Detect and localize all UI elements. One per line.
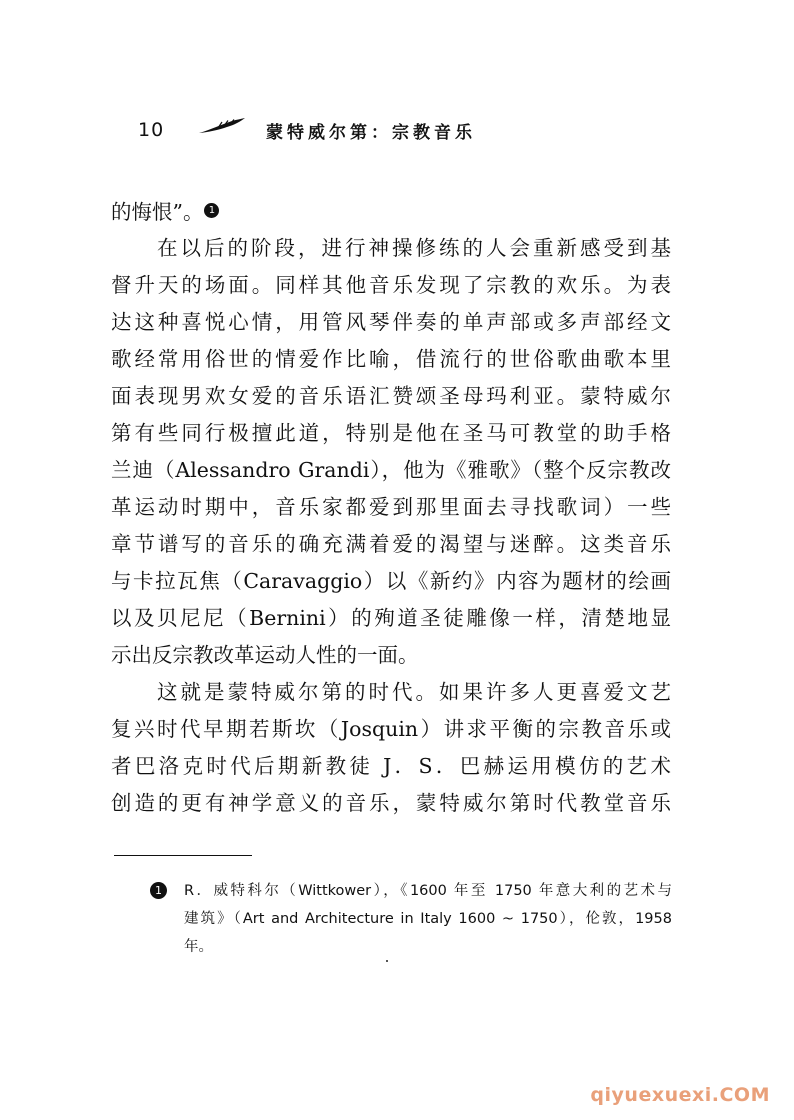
scan-speck	[386, 960, 388, 962]
footnote-ref-marker: 1	[204, 203, 219, 218]
body-line: 者巴洛克时代后期新教徒 J．S．巴赫运用模仿的艺术	[111, 754, 671, 778]
footnote-line: R．威特科尔（Wittkower），《1600 年至 1750 年意大利的艺术与	[184, 883, 672, 899]
body-line: 示出反宗教改革运动人性的一面。	[111, 643, 419, 667]
watermark: qiyuexuexi.COM	[590, 1084, 770, 1106]
body-line: 达这种喜悦心情，用管风琴伴奏的单声部或多声部经文	[111, 310, 671, 334]
body-line: 以及贝尼尼（Bernini）的殉道圣徒雕像一样，清楚地显	[111, 606, 671, 630]
body-line: 与卡拉瓦焦（Caravaggio）以《新约》内容为题材的绘画	[111, 569, 671, 593]
body-line: 复兴时代早期若斯坎（Josquin）讲求平衡的宗教音乐或	[111, 717, 671, 741]
footnote-line: 建筑》（Art and Architecture in Italy 1600 ~ 1750），伦敦，1958	[184, 911, 672, 927]
footnote-marker: 1	[150, 882, 167, 899]
body-line: 创造的更有神学意义的音乐，蒙特威尔第时代教堂音乐	[111, 791, 671, 815]
body-line: 在以后的阶段，进行神操修练的人会重新感受到基	[157, 236, 671, 260]
footnote-divider	[114, 855, 252, 856]
body-line: 歌经常用俗世的情爱作比喻，借流行的世俗歌曲歌本里	[111, 347, 671, 371]
body-line	[111, 195, 671, 229]
body-line: 督升天的场面。同样其他音乐发现了宗教的欢乐。为表	[111, 273, 671, 297]
body-line: 面表现男欢女爱的音乐语汇赞颂圣母玛利亚。蒙特威尔	[111, 384, 671, 408]
page-number: 10	[138, 119, 165, 141]
footnote-line: 年。	[184, 939, 213, 955]
running-title: 蒙特威尔第：宗教音乐	[266, 123, 476, 143]
body-line-text: 的悔恨”。	[111, 200, 204, 224]
body-line: 革运动时期中，音乐家都爱到那里面去寻找歌词）一些	[111, 495, 671, 519]
body-line: 兰迪（Alessandro Grandi），他为《雅歌》（整个反宗教改	[111, 458, 671, 482]
quill-ornament-icon	[198, 116, 246, 136]
body-line: 第有些同行极擅此道，特别是他在圣马可教堂的助手格	[111, 421, 671, 445]
body-line: 章节谱写的音乐的确充满着爱的渴望与迷醉。这类音乐	[111, 532, 671, 556]
body-line: 这就是蒙特威尔第的时代。如果许多人更喜爱文艺	[157, 680, 671, 704]
